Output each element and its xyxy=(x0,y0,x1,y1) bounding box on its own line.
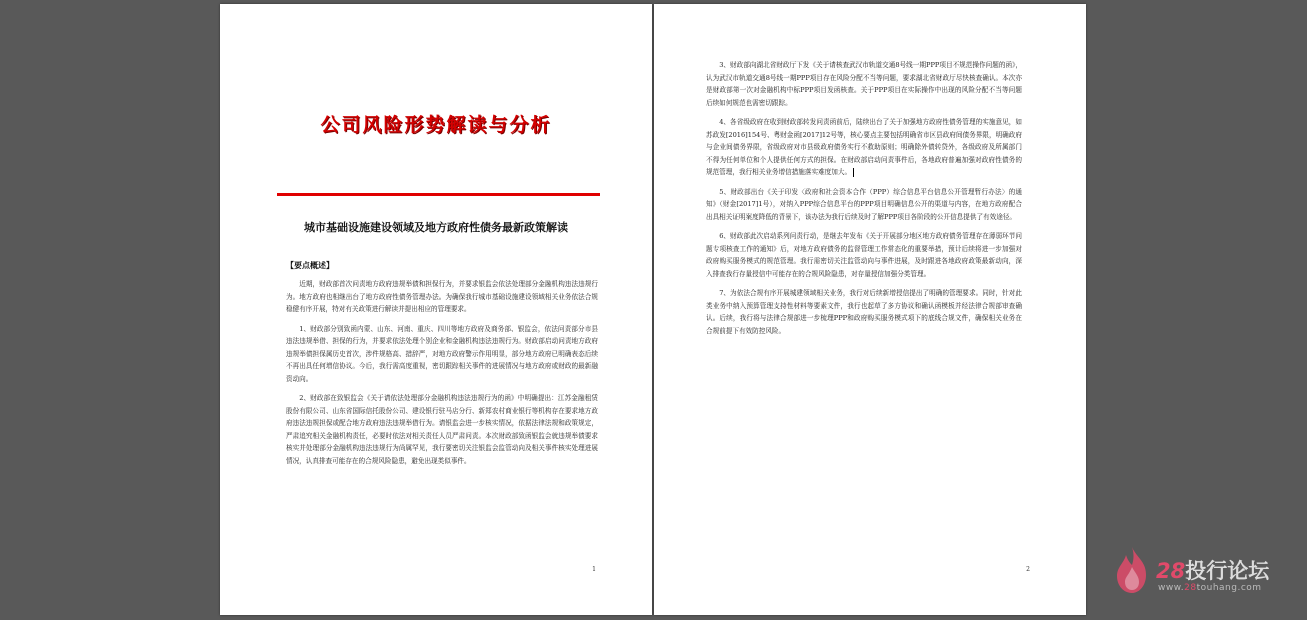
paragraph: 1、财政部分别致函内蒙、山东、河南、重庆、四川等地方政府及商务部、银监会，依法问责部分市县违法违规举借、担保的行为，并要求依法处理个别企业和金融机构违法违规行为。财政部启动问责地方政府违规举债担保属历史首次，涉件规格高、措辞严，对地方政府警示作用明显，部分地方政府已明确表态后续不再出具任何增信协议。今后，我行需高度重视，密切跟踪相关事件的进展情况与地方政府或财政的最新融资动向。 xyxy=(286,324,598,383)
title-divider xyxy=(277,193,600,196)
paragraph: 5、财政部出台《关于印发〈政府和社会资本合作（PPP）综合信息平台信息公开管理暂行办法〉的通知》（财金[2017]1号），对纳入PPP综合信息平台的PPP项目明确信息公开的渠道与内容，在地方政府配合出具相关证明案度降低的背景下，该办法为我行后续及时了解PPP项目各阶段的公开信息提供了有效途径。 xyxy=(706,187,1022,221)
page-number: 1 xyxy=(592,566,596,573)
paragraph: 2、财政部在致银监会《关于请依法处理部分金融机构违法违规行为的函》中明确提出：江苏金融租赁股份有限公司、山东省国际信托股份公司、建设银行驻马店分行、新郑农村商业银行等机构存在要求地方政府违法违规担保或配合地方政府违法违规举借行为。请银监会进一步核实情况，依据法律法规和政策规定，严肃追究相关金融机构责任，必要时依法对相关责任人员严肃问责。本次财政部致函银监会就违规举债要求核实并处理部分金融机构违法违规行为尚属罕见，我行要密切关注银监会监管动向及相关事件核实处理进展情况，认真排查可能存在的合规风险隐患，避免出现类似事件。 xyxy=(286,394,598,465)
text-cursor xyxy=(853,168,854,177)
page2-body xyxy=(706,59,1022,344)
paragraph xyxy=(706,116,1022,179)
page-number: 2 xyxy=(1026,566,1030,573)
watermark-brand-number: 28 xyxy=(1156,559,1186,583)
paragraph: 7、为依法合规有序开展城建领域相关业务，我行对后续新增授信提出了明确的管理要求。同时，针对此类业务中纳入预算管理支持性材料等要素文件，我行也起草了多方协议和确认函模板并经法律合规部审查确认。后续，我行将与法律合规部进一步梳理PPP和政府购买服务模式项下的底线合规文件，确保相关业务在合规前提下有效防控风险。 xyxy=(706,289,1022,335)
watermark-brand xyxy=(1156,555,1269,585)
watermark-brand-text: 投行论坛 xyxy=(1185,559,1270,583)
document-title: 公司风险形势解读与分析 xyxy=(320,114,552,136)
paragraph: 3、财政部向湖北省财政厅下发《关于请核查武汉市轨道交通8号线一期PPP项目不规范操作问题的函》，认为武汉市轨道交通8号线一期PPP项目存在风险分配不当等问题，要求湖北省财政厅尽快核查确认。本次亦是财政部第一次对金融机构中标PPP项目发函核查。关于PPP项目在实际操作中出现的风险分配不当等问题后续如何规范也需密切跟踪。 xyxy=(706,61,1022,107)
flame-icon xyxy=(1112,545,1152,595)
paragraph-text: 4、各省级政府在收到财政部转发问责函前后，陆续出台了关于加强地方政府性债务管理的实施意见，如苏政发[2016]154号、粤财金函[2017]12号等，核心要点主要包括明确省市区县政府间债务界限，明确政府与企业间债务界限，省级政府对市县级政府债务实行不救助原则；明确除外债转贷外，各级政府及所属部门不得为任何单位和个人提供任何方式的担保。在财政部启动问责事件后，各地政府普遍加强对政府性债务的规范管理，我行相关业务增信措施落实难度加大。 xyxy=(706,118,1022,176)
document-page-1 xyxy=(220,4,652,615)
page1-body xyxy=(286,278,598,474)
section-label: 【要点概述】 xyxy=(286,261,334,270)
document-subtitle: 城市基础设施建设领域及地方政府性债务最新政策解读 xyxy=(304,221,568,234)
paragraph: 6、财政部此次启动系列问责行动，是继去年发布《关于开展部分地区地方政府债务管理存在薄弱环节问题专项核查工作的通知》后，对地方政府债务的监督管理工作常态化的重要举措，预计后续将进一步加强对政府购买服务模式的规范管理。我行需密切关注监管动向与事件进展，及时跟进各地政府政策最新动向，深入排查我行存量授信中可能存在的合规风险隐患，对存量授信加强分类管理。 xyxy=(706,232,1022,278)
document-page-2 xyxy=(654,4,1086,615)
watermark-url: www.28touhang.com xyxy=(1158,583,1262,593)
watermark-logo xyxy=(1112,545,1297,595)
paragraph: 近期，财政部首次问责地方政府违规举债和担保行为，并要求银监会依法处理部分金融机构违法违规行为。地方政府也相继出台了地方政府性债务管理办法。为确保我行城市基础设施建设领域相关业务依法合规稳健有序开展，特对有关政策进行解读并提出相应的管理要求。 xyxy=(286,280,598,313)
